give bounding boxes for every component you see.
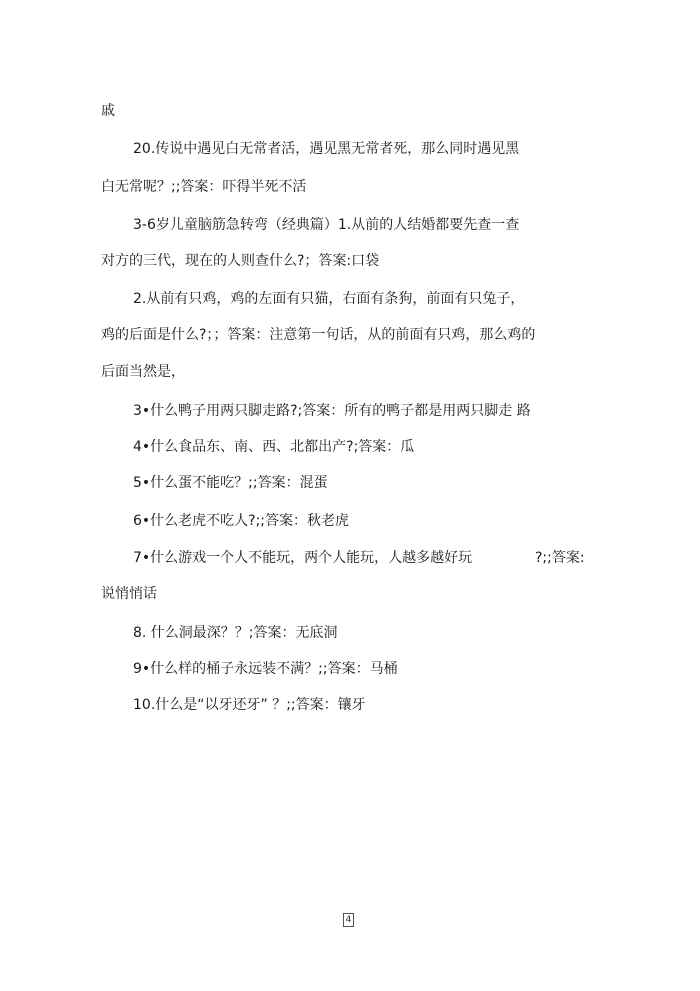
text-line: 说悄悄话	[101, 586, 157, 602]
text-line: 4•什么食品东、南、西、北都出产?;答案：瓜	[133, 439, 415, 455]
text-line: 戚	[101, 103, 115, 119]
text-line: 6•什么老虎不吃人?;;答案：秋老虎	[133, 513, 350, 529]
text-line: 9•什么样的桶子永远装不满？;;答案：马桶	[133, 661, 398, 677]
text-line: 对方的三代，现在的人则查什么?；答案:口袋	[101, 253, 380, 269]
text-line: 3-6岁儿童脑筋急转弯（经典篇）1.从前的人结婚都要先查一查	[133, 217, 520, 233]
text-line: 白无常呢？;;答案：吓得半死不活	[101, 179, 307, 195]
text-line: 2.从前有只鸡，鸡的左面有只猫，右面有条狗，前面有只兔子，	[133, 291, 525, 307]
text-line: 鸡的后面是什么?；；答案：注意第一句话，从的前面有只鸡，那么鸡的	[101, 327, 536, 343]
text-line: 7•什么游戏一个人不能玩，两个人能玩，人越多越好玩	[133, 550, 473, 566]
text-line: 5•什么蛋不能吃？;;答案：混蛋	[133, 475, 328, 491]
text-line: 20.传说中遇见白无常者活，遇见黑无常者死，那么同时遇见黑	[133, 141, 520, 157]
text-line: ?;;答案:	[535, 550, 585, 566]
text-line: 后面当然是，	[101, 364, 185, 380]
text-line: 8. 什么洞最深？？;答案：无底洞	[133, 625, 338, 641]
text-line: 10.什么是“以牙还牙” ？;;答案：镶牙	[133, 697, 366, 713]
text-line: 3•什么鸭子用两只脚走路?;答案：所有的鸭子都是用两只脚走 路	[133, 403, 531, 419]
page-number: 4	[343, 913, 354, 927]
